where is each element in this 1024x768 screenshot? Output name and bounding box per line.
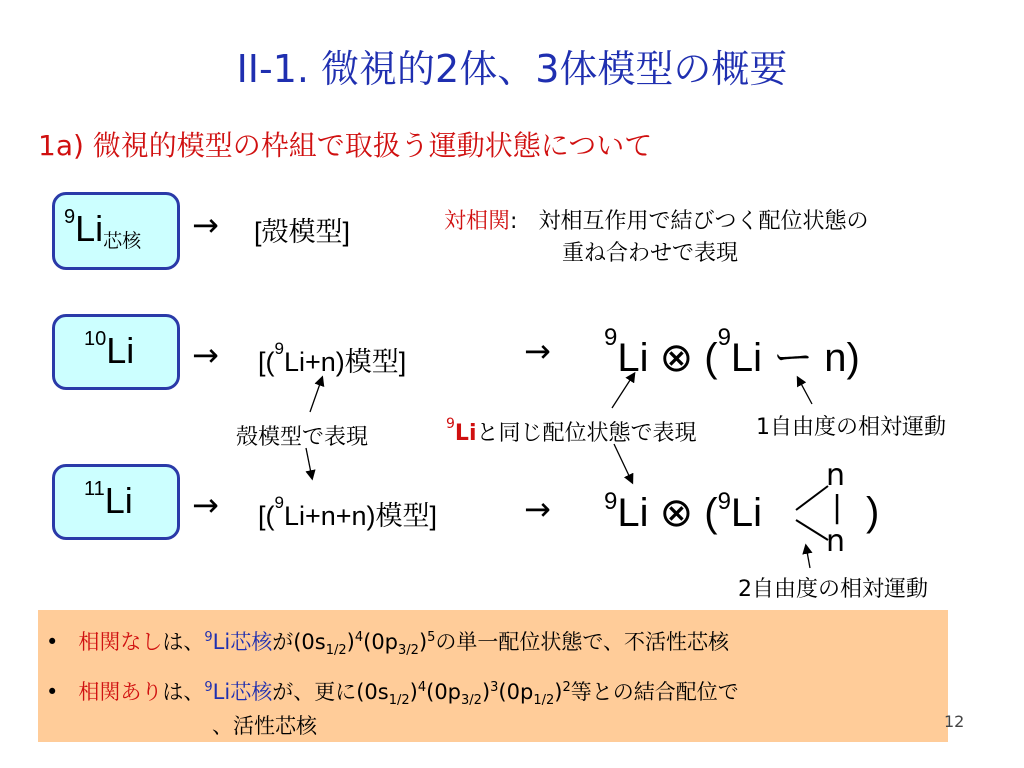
arrow-icon: → xyxy=(524,332,551,370)
li11-label: $^{11}$Li xyxy=(84,478,133,521)
shell-model-note: 殻模型で表現 xyxy=(236,425,369,450)
li9-label: $^9Li_{芯核}$ xyxy=(64,206,142,252)
dof2-note: 2自由度の相対運動 xyxy=(738,577,928,602)
correlation-text: 対相関: 対相互作用で結びつく配位状態の xyxy=(444,209,869,234)
neutron-top: n xyxy=(826,458,846,493)
arrow-to-li10-relative xyxy=(798,378,812,404)
arrow-icon: → xyxy=(192,486,219,524)
li10-structure: $^9$Li ⊗ ($^9$Li ー n) xyxy=(604,324,860,380)
arrow-icon: → xyxy=(524,490,551,528)
arrow-icon: → xyxy=(192,206,219,244)
arrow-to-li10-core xyxy=(612,374,634,408)
li11-model-label: [($^9$Li+n+n)模型] xyxy=(258,493,438,531)
dof1-note: 1自由度の相対運動 xyxy=(756,415,946,440)
page-number: 12 xyxy=(944,712,965,731)
bullet-no-correlation: • 相関なしは、$^9$Li芯核が$(0s_{1/2})^4(0p_{3/2})^5$の単一配位状態で、不活性芯核 xyxy=(46,630,730,659)
li10-model-label: [($^9$Li+n)模型] xyxy=(258,339,407,377)
same-config-note: $^9$Liと同じ配位状態で表現 xyxy=(446,416,697,446)
shell-model-label: [殻模型] xyxy=(254,217,351,247)
arrow-icon: → xyxy=(192,336,219,374)
li11-close-paren: ) xyxy=(866,490,880,534)
bullet-with-correlation: • 相関ありは、$^9$Li芯核が、更に$(0s_{1/2})^4(0p_{3/2})^3(0p_{1/2})^2$等との結合配位で xyxy=(46,680,739,709)
section-subtitle: 1a) 微視的模型の枠組で取扱う運動状態について xyxy=(38,129,653,162)
correlation-text-2: 重ね合わせで表現 xyxy=(562,241,739,266)
neutron-bottom: n xyxy=(826,524,846,559)
li11-structure: $^9$Li ⊗ ($^9$Li xyxy=(604,488,763,535)
li10-label: $^{10}$Li xyxy=(84,328,135,371)
arrow-to-li10-model xyxy=(310,378,322,412)
arrow-to-li11-model xyxy=(306,448,312,478)
page-title: II-1. 微視的2体、3体模型の概要 xyxy=(236,47,788,91)
bond-upper xyxy=(796,486,828,510)
arrow-to-li11-relative xyxy=(806,546,810,568)
bond-lower xyxy=(796,520,828,540)
bullet-with-correlation-line2: 、活性芯核 xyxy=(212,714,317,738)
arrow-to-li11-core xyxy=(614,444,632,482)
neutron-bond: | xyxy=(832,490,843,525)
